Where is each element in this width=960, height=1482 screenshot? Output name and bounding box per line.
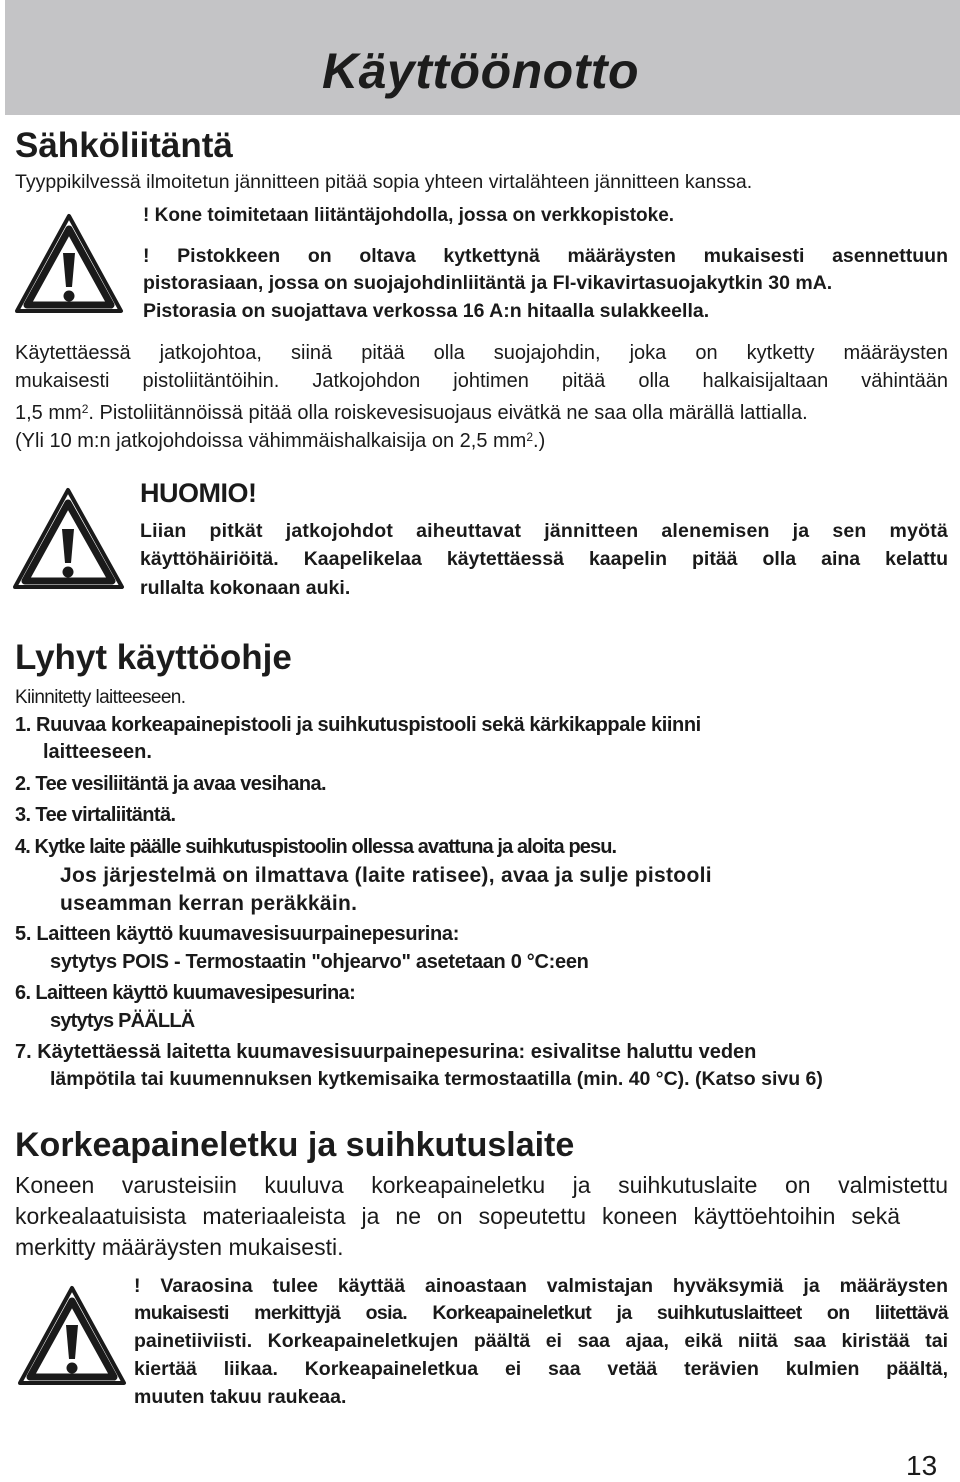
hose-intro-line-1: Koneen varusteisiin kuuluva korkeapaineletku ja suihkutuslaite on valmistettu	[15, 1172, 948, 1198]
guide-step-7: 7. Käytettäessä laitetta kuumavesisuurpainepesurina: esivalitse haluttu veden	[15, 1041, 757, 1063]
note-line-3: rullalta kokonaan auki.	[140, 577, 351, 599]
hose-warning-line-5: muuten takuu raukeaa.	[134, 1386, 347, 1408]
guide-step-4: 4. Kytke laite päälle suihkutuspistoolin ollessa avattuna ja aloita pesu.	[15, 836, 617, 858]
hose-warning-line-4: kiertää liikaa. Korkeapaineletkua ei saa vetää terävien kulmien päältä,	[134, 1358, 948, 1380]
guide-step-4-note-1: Jos järjestelmä on ilmattava (laite ratisee), avaa ja sulje pistooli	[60, 864, 712, 887]
guide-step-3: 3. Tee virtaliitäntä.	[15, 804, 176, 826]
guide-step-2: 2. Tee vesiliitäntä ja avaa vesihana.	[15, 773, 326, 795]
warning-triangle-icon	[11, 487, 126, 591]
section-heading-hose: Korkeapaineletku ja suihkutuslaite	[15, 1126, 575, 1164]
hose-warning-line-1: ! Varaosina tulee käyttää ainoastaan valmistajan hyväksymiä ja määräysten	[134, 1275, 948, 1297]
section-heading-electric: Sähköliitäntä	[15, 126, 233, 165]
extension-line-1: Käytettäessä jatkojohtoa, siinä pitää olla suojajohdin, joka on kytketty määräysten	[15, 342, 948, 364]
electric-warning-line-2: ! Pistokkeen on oltava kytkettynä määräysten mukaisesti asennettuun	[143, 245, 948, 267]
extension-line-4	[15, 424, 545, 456]
electric-warning-line-3: pistorasiaan, jossa on suojajohdinliitäntä ja FI-vikavirtasuojakytkin 30 mA.	[143, 272, 833, 294]
note-title: HUOMIO!	[140, 478, 257, 508]
guide-step-6: 6. Laitteen käyttö kuumavesipesurina:	[15, 982, 356, 1004]
hose-warning-line-3: painetiiviisti. Korkeapaineletkujen päältä ei saa ajaa, eikä niitä saa kiristää tai	[134, 1330, 948, 1352]
electric-warning-line-4: Pistorasia on suojattava verkossa 16 A:n hitaalla sulakkeella.	[143, 300, 710, 322]
superscript: 2	[526, 430, 534, 444]
guide-step-7-cont: lämpötila tai kuumennuksen kytkemisaika termostaatilla (min. 40 °C). (Katso sivu 6)	[50, 1068, 823, 1090]
extension-text-a: 1,5 mm	[15, 402, 82, 424]
extension-text-c: (Yli 10 m:n jatkojohdoissa vähimmäishalkaisija on 2,5 mm	[15, 430, 527, 452]
electric-intro: Tyyppikilvessä ilmoitetun jännitteen pitää sopia yhteen virtalähteen jännitteen kanssa.	[15, 171, 753, 193]
extension-text-d: .)	[533, 430, 546, 452]
electric-warning-line-1: ! Kone toimitetaan liitäntäjohdolla, jossa on verkkopistoke.	[143, 205, 675, 226]
extension-line-3	[15, 396, 948, 428]
guide-step-1-cont: laitteeseen.	[43, 741, 152, 763]
short-guide-subtitle: Kiinnitetty laitteeseen.	[15, 687, 186, 708]
warning-triangle-icon	[16, 1285, 128, 1387]
note-line-2: käyttöhäiriöitä. Kaapelikelaa käytettäessä kaapelin pitää olla aina kelattu	[140, 548, 948, 570]
warning-triangle-icon	[13, 213, 125, 315]
section-heading-short-guide: Lyhyt käyttöohje	[15, 638, 292, 677]
hose-warning-line-2: mukaisesti merkittyjä osia. Korkeapaineletkut ja suihkutuslaitteet on liitettävä	[134, 1302, 948, 1324]
guide-step-6-detail: sytytys PÄÄLLÄ	[50, 1010, 195, 1032]
extension-line-2: mukaisesti pistoliitäntöihin. Jatkojohdon johtimen pitää olla halkaisijaltaan vähintään	[15, 370, 948, 392]
guide-step-4-note-2: useamman kerran peräkkäin.	[60, 892, 358, 915]
page-title: Käyttöönotto	[322, 43, 640, 99]
guide-step-5: 5. Laitteen käyttö kuumavesisuurpainepesurina:	[15, 923, 460, 945]
extension-text-b: . Pistoliitännöissä pitää olla roiskevesisuojaus eivätkä ne saa olla märällä lattialla.	[88, 402, 808, 424]
page-number: 13	[906, 1450, 938, 1481]
hose-intro-line-2: korkealaatuisista materiaaleista ja ne on sopeutettu koneen käyttöehtoihin sekä	[15, 1203, 900, 1229]
superscript: 2	[81, 402, 89, 416]
note-line-1: Liian pitkät jatkojohdot aiheuttavat jännitteen alenemisen ja sen myötä	[140, 520, 948, 542]
guide-step-5-detail: sytytys POIS - Termostaatin "ohjearvo" asetetaan 0 °C:een	[50, 951, 589, 973]
guide-step-1: 1. Ruuvaa korkeapainepistooli ja suihkutuspistooli sekä kärkikappale kiinni	[15, 714, 701, 736]
hose-intro-line-3: merkitty määräysten mukaisesti.	[15, 1234, 344, 1260]
